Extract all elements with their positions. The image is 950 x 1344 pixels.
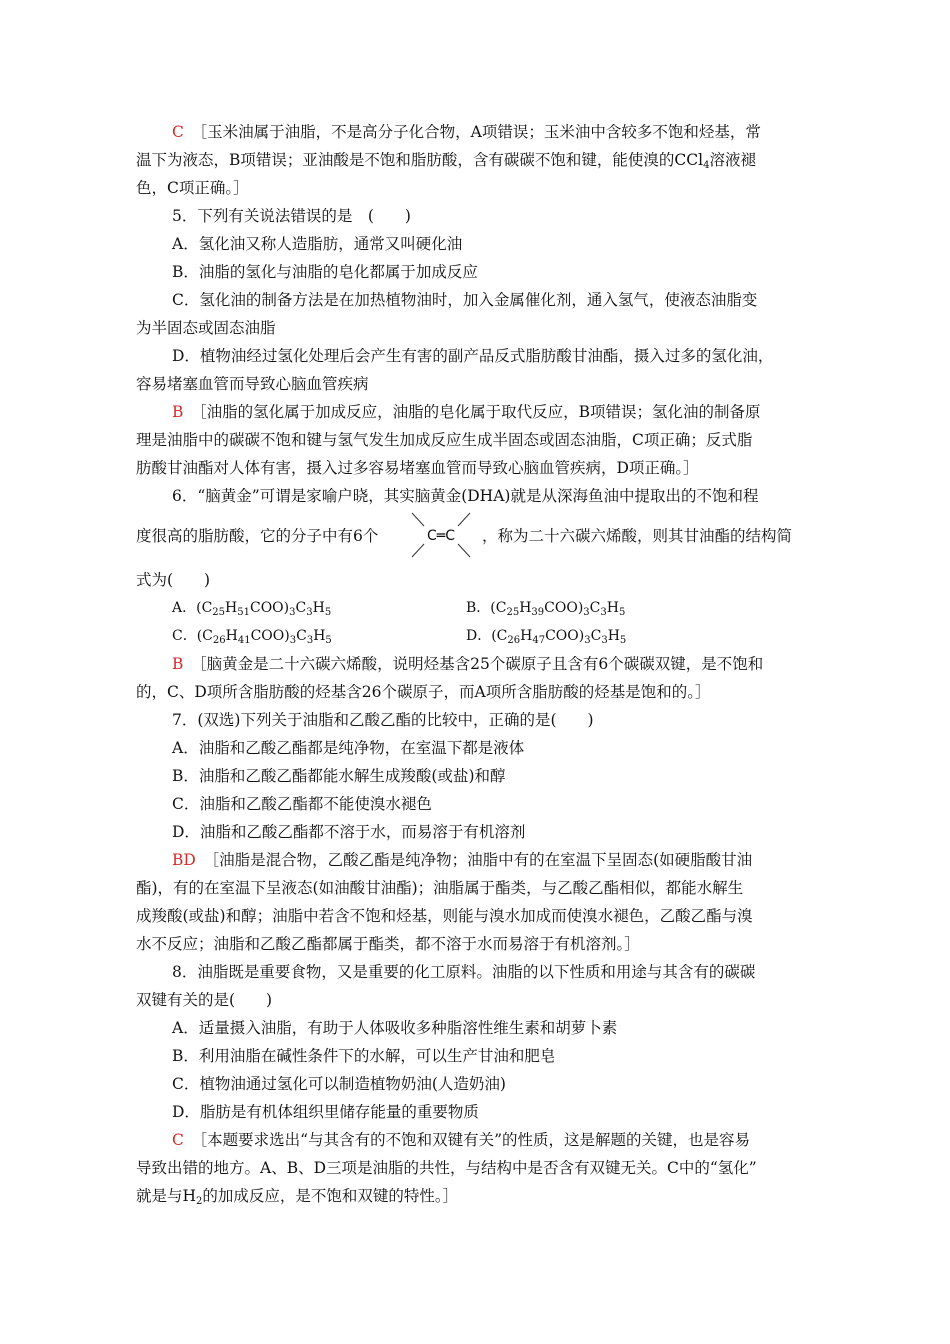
answer-key: C [172,1131,184,1149]
carbon-double-bond-structure [410,510,472,560]
q5-explanation-line-1 [172,402,761,422]
q7-explanation-line-2: 酯)，有的在室温下呈液态(如油酸甘油酯)；油脂属于酯类，与乙酸乙酯相似，都能水解生 [136,879,744,897]
q6-stem-line-1: 6．“脑黄金”可谓是家喻户晓，其实脑黄金(DHA)就是从深海鱼油中提取出的不饱和程 [172,487,759,505]
subscript: 4 [703,160,710,171]
q7-explanation-line-4: 水不反应；油脂和乙酸乙酯都属于酯类，都不溶于水而易溶于有机溶剂。］ [136,935,640,953]
q7-explanation-line-3: 成羧酸(或盐)和醇；油脂中若含不饱和烃基，则能与溴水加成而使溴水褪色，乙酸乙酯与溴 [136,907,753,925]
text: 的加成反应，是不饱和双键的特性。］ [202,1187,459,1205]
cc-label: C═C [427,528,455,544]
q8-stem-line-1: 8．油脂既是重要食物，又是重要的化工原料。油脂的以下性质和用途与其含有的碳碳 [172,963,756,981]
text: ［本题要求选出“与其含有的不饱和双键有关”的性质，这是解题的关键，也是容易 [199,1131,750,1149]
q8-explanation-line-2: 导致出错的地方。A、B、D三项是油脂的共性，与结构中是否含有双键无关。C中的“氢化” [136,1159,757,1177]
q6-option-c: C．$(C_{26}H_{41}COO)_3C_3H_5$ [172,628,332,646]
q6-explanation-line-2: 的，C、D项所含脂肪酸的烃基含26个碳原子，而A项所含脂肪酸的烃基是饱和的。］ [136,683,711,701]
q5-option-c-line-1: C．氢化油的制备方法是在加热植物油时，加入金属催化剂，通入氢气，使液态油脂变 [172,291,758,309]
q8-option-a: A．适量摄入油脂，有助于人体吸收多种脂溶性维生素和胡萝卜素 [172,1019,618,1037]
text: 温下为液态，B项错误；亚油酸是不饱和脂肪酸，含有碳碳不饱和键，能使溴的 [136,151,675,169]
q6-stem-line-2b: ，称为二十六碳六烯酸，则其甘油酯的结构简 [482,527,793,545]
text: ［玉米油属于油脂，不是高分子化合物，A项错误；玉米油中含较多不饱和烃基，常 [199,123,761,141]
q6-option-d: D．$(C_{26}H_{47}COO)_3C_3H_5$ [466,628,627,646]
q8-option-c: C．植物油通过氢化可以制造植物奶油(人造奶油) [172,1075,506,1093]
q7-option-c: C．油脂和乙酸乙酯都不能使溴水褪色 [172,795,432,813]
q5-option-a: A．氢化油又称人造脂肪，通常又叫硬化油 [172,235,463,253]
q4-explanation-line-3: 色，C项正确。］ [136,179,249,197]
q5-explanation-line-2: 理是油脂中的碳碳不饱和键与氢气发生加成反应生成半固态或固态油脂，C项正确；反式脂 [136,431,753,449]
q5-stem: 5．下列有关说法错误的是 ( ) [172,207,411,225]
q7-option-a: A．油脂和乙酸乙酯都是纯净物，在室温下都是液体 [172,739,525,757]
formula: CCl [674,151,704,169]
q8-option-b: B．利用油脂在碱性条件下的水解，可以生产甘油和肥皂 [172,1047,556,1065]
answer-key: B [172,655,184,673]
q4-explanation-line-2 [136,150,756,170]
text: ［脑黄金是二十六碳六烯酸，说明烃基含25个碳原子且含有6个碳碳双键，是不饱和 [198,655,764,673]
q7-stem: 7．(双选)下列关于油脂和乙酸乙酯的比较中，正确的是( ) [172,711,594,729]
q5-option-c-line-2: 为半固态或固态油脂 [136,319,276,337]
text: 溶液褪 [709,151,756,169]
q5-option-d-line-2: 容易堵塞血管而导致心脑血管疾病 [136,375,369,393]
q6-option-a: A．$(C_{25}H_{51}COO)_3C_3H_5$ [172,600,332,618]
text: ［油脂是混合物，乙酸乙酯是纯净物；油脂中有的在室温下呈固态(如硬脂酸甘油 [211,851,753,869]
subscript: 2 [196,1196,203,1207]
q7-option-d: D．油脂和乙酸乙酯都不溶于水，而易溶于有机溶剂 [172,823,526,841]
q5-option-d-line-1: D．植物油经过氢化处理后会产生有害的副产品反式脂肪酸甘油酯，摄入过多的氢化油， [172,347,774,365]
text: 就是与H [136,1187,197,1205]
text: ［油脂的氢化属于加成反应，油脂的皂化属于取代反应，B项错误；氢化油的制备原 [198,403,761,421]
q7-explanation-line-1 [172,850,752,870]
answer-key: C [172,123,184,141]
q6-explanation-line-1 [172,654,763,674]
q6-stem-line-2a: 度很高的脂肪酸，它的分子中有6个 [136,527,379,545]
answer-key: B [172,403,184,421]
q8-option-d: D．脂肪是有机体组织里储存能量的重要物质 [172,1103,479,1121]
q8-stem-line-2: 双键有关的是( ) [136,991,273,1009]
q5-explanation-line-3: 肪酸甘油酯对人体有害，摄入过多容易堵塞血管而导致心脑血管疾病，D项正确。］ [136,459,699,477]
q6-option-b: B．$(C_{25}H_{39}COO)_3C_3H_5$ [466,600,626,618]
q8-explanation-line-1 [172,1130,750,1150]
q6-stem-line-3: 式为( ) [136,571,211,589]
q4-explanation-line-1 [172,122,761,142]
answer-key: BD [172,851,196,869]
q5-option-b: B．油脂的氢化与油脂的皂化都属于加成反应 [172,263,478,281]
q8-explanation-line-3 [136,1186,458,1206]
q7-option-b: B．油脂和乙酸乙酯都能水解生成羧酸(或盐)和醇 [172,767,506,785]
